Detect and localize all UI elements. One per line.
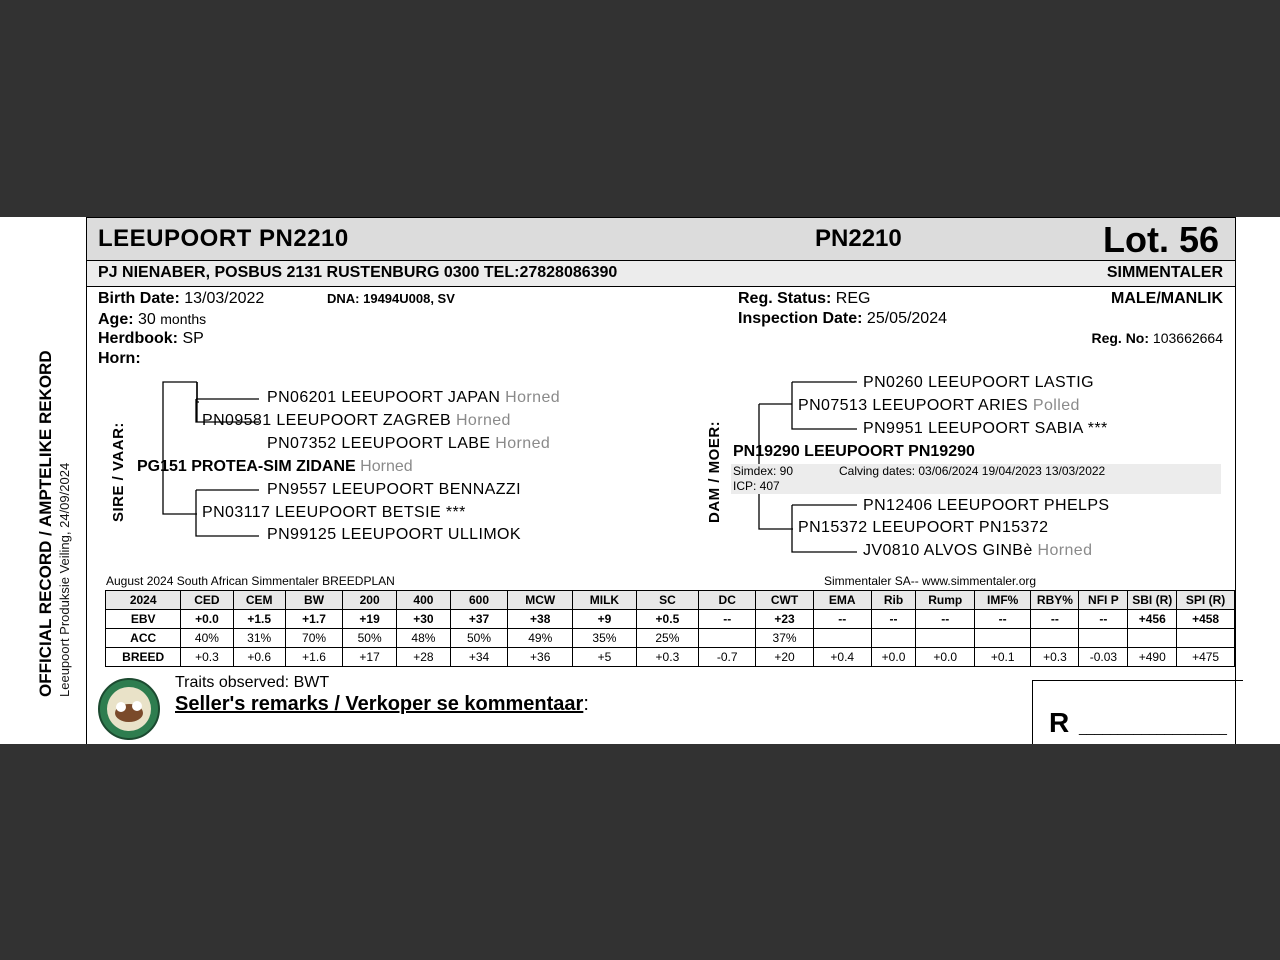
table-row-ebvrow-cell: +1.7	[285, 610, 342, 629]
seller-remarks-colon: :	[583, 693, 589, 715]
lot-number: Lot. 56	[1103, 219, 1220, 260]
sire-dam: PN03117 LEEUPOORT BETSIE ***	[202, 504, 466, 521]
table-row-breed-cell: +34	[450, 648, 507, 667]
dam-sire-name: PN07513 LEEUPOORT ARIES	[798, 397, 1029, 414]
table-row-accrow-cell: 40%	[181, 629, 233, 648]
sire-sire-sire-name: PN06201 LEEUPOORT JAPAN	[267, 389, 501, 406]
reserve-box	[1032, 680, 1243, 744]
table-header-row-cell: BW	[285, 591, 342, 610]
sire-sire	[202, 412, 511, 430]
animal-name: LEEUPOORT PN2210	[98, 225, 349, 252]
table-row-ebvrow-cell: +30	[397, 610, 451, 629]
table-row-breed-cell: BREED	[106, 648, 181, 667]
dam-dam-dam-name: JV0810 ALVOS GINBè	[863, 542, 1033, 559]
animal-card	[86, 217, 1236, 744]
dam-sire-sire: PN0260 LEEUPOORT LASTIG	[863, 374, 1094, 391]
table-header-row-cell: SC	[636, 591, 699, 610]
reserve-label: R	[1049, 707, 1070, 738]
table-row-ebvrow-cell: --	[1079, 610, 1128, 629]
sire-note: Horned	[360, 458, 413, 475]
table-row-accrow-cell	[1079, 629, 1128, 648]
sire-sire-name: PN09581 LEEUPOORT ZAGREB	[202, 412, 452, 429]
simmentaler-seal-icon	[97, 677, 161, 741]
table-header-row-cell: MCW	[508, 591, 573, 610]
herdbook-label: Herdbook:	[98, 330, 178, 347]
table-row-accrow-cell: 37%	[756, 629, 814, 648]
table-row-accrow-cell	[871, 629, 916, 648]
table-header-row-cell: 2024	[106, 591, 181, 610]
sire-name: PG151 PROTEA-SIM ZIDANE	[137, 458, 356, 475]
reg-status-label: Reg. Status:	[738, 290, 832, 307]
table-row-accrow-cell	[1031, 629, 1079, 648]
table-row-ebvrow-cell: --	[699, 610, 756, 629]
birth-date-label: Birth Date:	[98, 290, 180, 307]
table-row-breed-cell: +475	[1177, 648, 1235, 667]
table-header-row-cell: SBI (R)	[1128, 591, 1177, 610]
table-row-ebvrow-cell: +23	[756, 610, 814, 629]
auction-line: Leeupoort Produksie Veiling, 24/09/2024	[57, 462, 72, 697]
birth-date-value: 13/03/2022	[184, 290, 265, 307]
table-row-breed-cell: +5	[573, 648, 636, 667]
dam-dam-sire: PN12406 LEEUPOORT PHELPS	[863, 497, 1110, 514]
table-header-row-cell: IMF%	[974, 591, 1030, 610]
table-row-accrow-cell: 48%	[397, 629, 451, 648]
table-row-ebvrow-cell: EBV	[106, 610, 181, 629]
sire-sire-sire	[267, 389, 560, 407]
traits-observed: Traits observed: BWT	[175, 674, 330, 691]
breed-name: SIMMENTALER	[1106, 264, 1223, 281]
sire-sire-sire-note: Horned	[505, 389, 561, 406]
table-row-breed-cell: +20	[756, 648, 814, 667]
table-row-accrow-cell	[813, 629, 871, 648]
dam-name: PN19290 LEEUPOORT PN19290	[733, 443, 975, 460]
herdbook-value: SP	[182, 330, 204, 347]
reserve-line: ___________________	[1079, 719, 1227, 735]
sex: MALE/MANLIK	[1111, 290, 1223, 307]
dam-stats	[731, 464, 1221, 494]
table-row-ebvrow-cell: +9	[573, 610, 636, 629]
inspection-label: Inspection Date:	[738, 310, 863, 327]
official-record-title: OFFICIAL RECORD / AMPTELIKE REKORD	[36, 350, 55, 697]
table-row-accrow-cell	[916, 629, 974, 648]
table-header-row-cell: CED	[181, 591, 233, 610]
table-header-row-cell: Rump	[916, 591, 974, 610]
age-value: 30	[138, 311, 156, 328]
dam-sire-dam: PN9951 LEEUPOORT SABIA ***	[863, 420, 1108, 437]
table-header-row	[106, 591, 1235, 610]
dam-sire	[798, 397, 1080, 415]
table-row-accrow-cell: 35%	[573, 629, 636, 648]
simdex: Simdex: 90	[733, 464, 794, 478]
table-row-accrow-cell: 70%	[285, 629, 342, 648]
dam-sire-note: Polled	[1032, 397, 1080, 414]
table-row-breed-cell: +0.3	[636, 648, 699, 667]
sire-sire-dam-name: PN07352 LEEUPOORT LABE	[267, 435, 491, 452]
lot-sheet	[0, 217, 1280, 744]
breedplan-caption: August 2024 South African Simmentaler BREEDPLAN	[106, 574, 395, 588]
table-row-ebvrow-cell: +456	[1128, 610, 1177, 629]
table-row-accrow	[106, 629, 1235, 648]
table-header-row-cell: MILK	[573, 591, 636, 610]
table-row-accrow-cell: 49%	[508, 629, 573, 648]
horn-label: Horn:	[98, 350, 141, 367]
table-row-ebvrow-cell: +37	[450, 610, 507, 629]
table-row-breed-cell: +0.0	[871, 648, 916, 667]
sire-dam-dam: PN99125 LEEUPOORT ULLIMOK	[267, 526, 521, 543]
table-header-row-cell: RBY%	[1031, 591, 1079, 610]
table-row-ebvrow-cell: +0.0	[181, 610, 233, 629]
table-header-row-cell: EMA	[813, 591, 871, 610]
dam-dam-dam	[863, 542, 1092, 560]
sire	[137, 458, 413, 476]
table-header-row-cell: CEM	[233, 591, 285, 610]
table-row-breed-cell: +0.1	[974, 648, 1030, 667]
table-row-accrow-cell	[1128, 629, 1177, 648]
table-row-ebvrow-cell: +19	[343, 610, 397, 629]
table-row-ebvrow-cell: --	[871, 610, 916, 629]
sire-sire-note: Horned	[455, 412, 511, 429]
table-header-row-cell: CWT	[756, 591, 814, 610]
table-row-ebvrow-cell: +0.5	[636, 610, 699, 629]
reg-no-value: 103662664	[1152, 330, 1223, 346]
table-row-accrow-cell: ACC	[106, 629, 181, 648]
reg-status-value: REG	[835, 290, 871, 307]
seller-remarks-label: Seller's remarks / Verkoper se kommentaar	[175, 693, 584, 715]
table-row-accrow-cell: 31%	[233, 629, 285, 648]
breedplan-source: Simmentaler SA-- www.simmentaler.org	[824, 574, 1037, 588]
table-row-breed-cell: +490	[1128, 648, 1177, 667]
table-row-breed-cell: -0.03	[1079, 648, 1128, 667]
table-row-breed-cell: +0.3	[181, 648, 233, 667]
table-row-breed-cell: +17	[343, 648, 397, 667]
table-row-breed-cell: +0.4	[813, 648, 871, 667]
table-row-ebvrow-cell: +1.5	[233, 610, 285, 629]
reg-no-label: Reg. No:	[1091, 330, 1150, 346]
official-record-sidebar	[36, 277, 76, 697]
icp: ICP: 407	[733, 479, 780, 493]
breeder-info: PJ NIENABER, POSBUS 2131 RUSTENBURG 0300 TEL:27828086390	[98, 264, 618, 281]
table-row-breed-cell: +0.3	[1031, 648, 1079, 667]
table-row-accrow-cell	[1177, 629, 1235, 648]
table-row-ebvrow-cell: --	[916, 610, 974, 629]
table-row-ebvrow-cell: --	[1031, 610, 1079, 629]
table-row-accrow-cell	[699, 629, 756, 648]
table-row-ebvrow-cell: +38	[508, 610, 573, 629]
animal-id: PN2210	[815, 225, 902, 252]
table-row-breed	[106, 648, 1235, 667]
sire-sire-dam-note: Horned	[495, 435, 551, 452]
sire-dam-sire: PN9557 LEEUPOORT BENNAZZI	[267, 481, 521, 498]
table-row-accrow-cell	[974, 629, 1030, 648]
dna-info: DNA: 19494U008, SV	[327, 291, 455, 306]
table-header-row-cell: DC	[699, 591, 756, 610]
table-row-accrow-cell: 50%	[343, 629, 397, 648]
table-row-breed-cell: +36	[508, 648, 573, 667]
dam-label: DAM / MOER:	[706, 420, 723, 523]
breedplan-table	[105, 590, 1235, 667]
calving-dates: Calving dates: 03/06/2024 19/04/2023 13/03/2022	[839, 464, 1106, 478]
table-row-breed-cell: +0.6	[233, 648, 285, 667]
table-row-breed-cell: +1.6	[285, 648, 342, 667]
inspection-value: 25/05/2024	[866, 310, 947, 327]
table-header-row-cell: 400	[397, 591, 451, 610]
dam-dam: PN15372 LEEUPOORT PN15372	[798, 519, 1049, 536]
table-row-ebvrow-cell: +458	[1177, 610, 1235, 629]
age-unit: months	[160, 311, 207, 327]
seller-remarks	[175, 693, 589, 716]
table-row-accrow-cell: 25%	[636, 629, 699, 648]
table-row-ebvrow-cell: --	[813, 610, 871, 629]
age-label: Age:	[98, 311, 134, 328]
table-header-row-cell: Rib	[871, 591, 916, 610]
table-row-breed-cell: +0.0	[916, 648, 974, 667]
table-header-row-cell: NFI P	[1079, 591, 1128, 610]
table-header-row-cell: 200	[343, 591, 397, 610]
table-row-breed-cell: +28	[397, 648, 451, 667]
table-row-accrow-cell: 50%	[450, 629, 507, 648]
sire-sire-dam	[267, 435, 550, 453]
dam-dam-dam-note: Horned	[1037, 542, 1093, 559]
table-row-breed-cell: -0.7	[699, 648, 756, 667]
table-header-row-cell: SPI (R)	[1177, 591, 1235, 610]
sire-label: SIRE / VAAR:	[110, 422, 127, 522]
table-row-ebvrow	[106, 610, 1235, 629]
table-header-row-cell: 600	[450, 591, 507, 610]
table-row-ebvrow-cell: --	[974, 610, 1030, 629]
